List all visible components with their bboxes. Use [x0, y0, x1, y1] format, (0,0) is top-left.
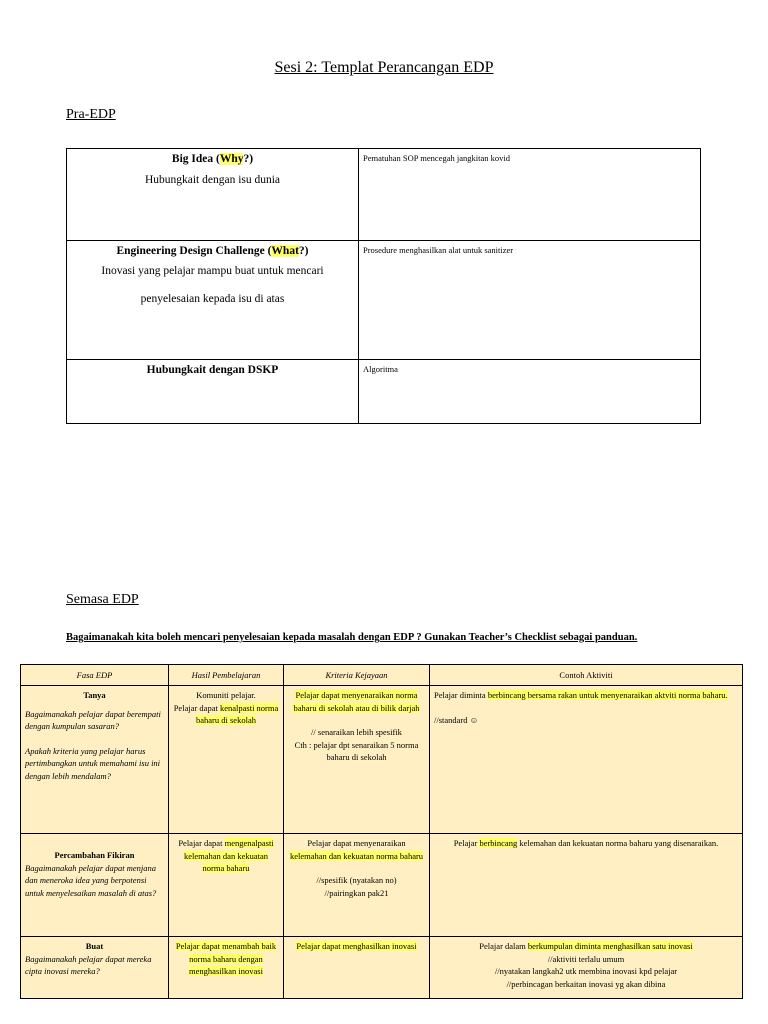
challenge-label-cell: [67, 241, 359, 360]
dskp-label: Hubungkait dengan DSKP: [146, 364, 279, 376]
fasa-cell: [21, 686, 169, 834]
aktiviti-highlight: berbincang bersama rakan untuk menyenaraikan aktviti norma baharu.: [487, 690, 728, 700]
aktiviti-text: Pelajar: [453, 838, 480, 848]
fasa-cell: [21, 937, 169, 999]
aktiviti-text: kelemahan dan kekuatan norma baharu yang disenaraikan.: [517, 838, 719, 848]
kriteria-note: Cth : pelajar dpt senaraikan 5 norma baharu di sekolah: [294, 739, 419, 762]
big-idea-label-cell: [67, 149, 359, 241]
kriteria-note: // senaraikan lebih spesifik: [311, 727, 402, 737]
column-header: Kriteria Kejayaan: [284, 665, 430, 686]
hasil-highlight: mengenalpasti kelemahan dan kekuatan norma baharu: [183, 838, 274, 873]
page-title: Sesi 2: Templat Perancangan EDP: [274, 59, 494, 76]
kriteria-note: //spesifik (nyatakan no): [316, 875, 397, 885]
challenge-answer: Prosedure menghasilkan alat untuk sanitizer: [359, 241, 701, 360]
aktiviti-cell: [430, 686, 743, 834]
aktiviti-cell: [430, 834, 743, 937]
aktiviti-cell: [430, 937, 743, 999]
hasil-text: Komuniti pelajar.: [196, 690, 256, 700]
fasa-cell: [21, 834, 169, 937]
kriteria-cell: [284, 937, 430, 999]
pra-edp-heading: Pra-EDP: [66, 107, 116, 122]
hasil-text: Pelajar dapat: [178, 838, 225, 848]
fasa-name: Tanya: [83, 690, 106, 700]
edp-table-header: [21, 665, 743, 686]
kriteria-highlight: kelemahan dan kekuatan norma baharu: [289, 850, 424, 861]
table-row-percambahan-fikiran: [21, 834, 743, 937]
challenge-description: Inovasi yang pelajar mampu buat untuk mencari penyelesaian kepada isu di atas: [101, 265, 324, 305]
hasil-highlight: Pelajar dapat menambah baik norma baharu dengan menghasilkan inovasi: [175, 941, 277, 976]
dskp-label-cell: [67, 360, 359, 424]
aktiviti-note: //perbincagan berkaitan inovasi yg akan dibina: [506, 978, 666, 989]
kriteria-highlight: Pelajar dapat menyenaraikan norma baharu di sekolah atau di bilik darjah: [293, 690, 420, 713]
challenge-label: Engineering Design Challenge (What?): [116, 245, 309, 257]
kriteria-cell: [284, 834, 430, 937]
kriteria-cell: [284, 686, 430, 834]
hasil-cell: [169, 834, 284, 937]
column-header: Hasil Pembelajaran: [169, 665, 284, 686]
kriteria-note: //pairingkan pak21: [324, 887, 389, 898]
pra-edp-table: [66, 148, 701, 424]
hasil-cell: [169, 937, 284, 999]
big-idea-description: Hubungkait dengan isu dunia: [144, 174, 281, 186]
fasa-question: Bagaimanakah pelajar dapat menjana dan meneroka idea yang berpotensi untuk menyelesaikan masalah di atas?: [25, 862, 157, 898]
aktiviti-note: //aktiviti terlalu umum: [547, 953, 625, 964]
pra-edp-row-challenge: [67, 241, 701, 360]
aktiviti-text: Pelajar diminta: [434, 690, 488, 700]
big-idea-answer: Pematuhan SOP mencegah jangkitan kovid: [359, 149, 701, 241]
pra-edp-row-big-idea: [67, 149, 701, 241]
fasa-name: Percambahan Fikiran: [54, 850, 135, 860]
hasil-cell: [169, 686, 284, 834]
dskp-answer: Algoritma: [359, 360, 701, 424]
column-header: Fasa EDP: [21, 665, 169, 686]
kriteria-text: Pelajar dapat menyenaraikan: [307, 838, 406, 848]
guiding-question: Bagaimanakah kita boleh mencari penyelesaian kepada masalah dengan EDP ? Gunakan Teacher’s Checklist sebagai panduan.: [66, 632, 638, 643]
pra-edp-row-dskp: [67, 360, 701, 424]
edp-table: [20, 664, 743, 999]
fasa-question: Bagaimanakah pelajar dapat berempati dengan kumpulan sasaran?: [25, 708, 161, 731]
hasil-highlight: kenalpasti norma baharu di sekolah: [196, 702, 279, 725]
semasa-edp-heading: Semasa EDP: [66, 592, 139, 607]
fasa-question: Bagaimanakah pelajar dapat mereka cipta inovasi mereka?: [25, 953, 152, 976]
aktiviti-note: //nyatakan langkah2 utk membina inovasi kpd pelajar: [494, 966, 678, 976]
table-row-buat: [21, 937, 743, 999]
kriteria-highlight: Pelajar dapat menghasilkan inovasi: [296, 941, 417, 951]
aktiviti-highlight: berkumpulan diminta menghasilkan satu inovasi: [527, 941, 693, 951]
fasa-name: Buat: [85, 941, 104, 951]
table-row-tanya: [21, 686, 743, 834]
aktiviti-highlight: berbincang: [479, 838, 518, 848]
fasa-question: Apakah kriteria yang pelajar harus pertimbangkan untuk memahami isu ini dengan lebih mendalam?: [25, 745, 161, 781]
hasil-text: Pelajar dapat: [173, 702, 220, 713]
aktiviti-note: //standard ☺: [434, 714, 479, 725]
aktiviti-text: Pelajar dalam: [479, 941, 528, 951]
big-idea-label: Big Idea (Why?): [171, 153, 254, 165]
column-header: Contoh Aktiviti: [430, 665, 743, 686]
